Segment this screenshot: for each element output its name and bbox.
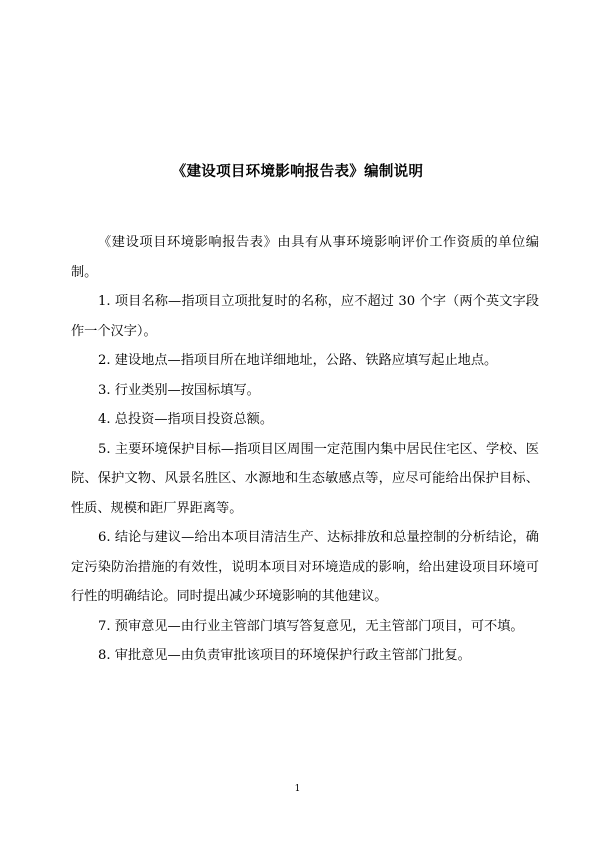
document-body <box>71 228 539 671</box>
item-preliminary-review: 7. 预审意见—由行业主管部门填写答复意见，无主管部门项目，可不填。 <box>98 618 524 634</box>
item-total-investment: 4. 总投资—指项目投资总额。 <box>98 412 274 427</box>
item-industry-category: 3. 行业类别—按国标填写。 <box>98 382 260 398</box>
item-conclusions: 6. 结论与建议—给出本项目清洁生产、达标排放和总量控制的分析结论，确定污染防治措施的有效性，说明本项目对环境造成的影响，给出建设项目环境可行性的明确结论。同时提出减少环境影响的其他建议。 <box>71 530 539 604</box>
item-project-name: 1. 项目名称—指项目立项批复时的名称，应不超过 30 个字（两个英文字段作一个汉字）。 <box>71 294 539 339</box>
item-construction-site: 2. 建设地点—指项目所在地详细地址，公路、铁路应填写起止地点。 <box>98 353 498 368</box>
intro-paragraph: 《建设项目环境影响报告表》由具有从事环境影响评价工作资质的单位编制。 <box>71 235 539 280</box>
item-approval-opinion: 8. 审批意见—由负责审批该项目的环境保护行政主管部门批复。 <box>98 648 471 663</box>
page-number: 1 <box>294 784 301 794</box>
document-title: 《建设项目环境影响报告表》编制说明 <box>171 164 424 180</box>
item-protection-targets: 5. 主要环境保护目标—指项目区周围一定范围内集中居民住宅区、学校、医院、保护文物、风景名胜区、水源地和生态敏感点等，应尽可能给出保护目标、性质、规模和距厂界距离等。 <box>71 441 539 516</box>
